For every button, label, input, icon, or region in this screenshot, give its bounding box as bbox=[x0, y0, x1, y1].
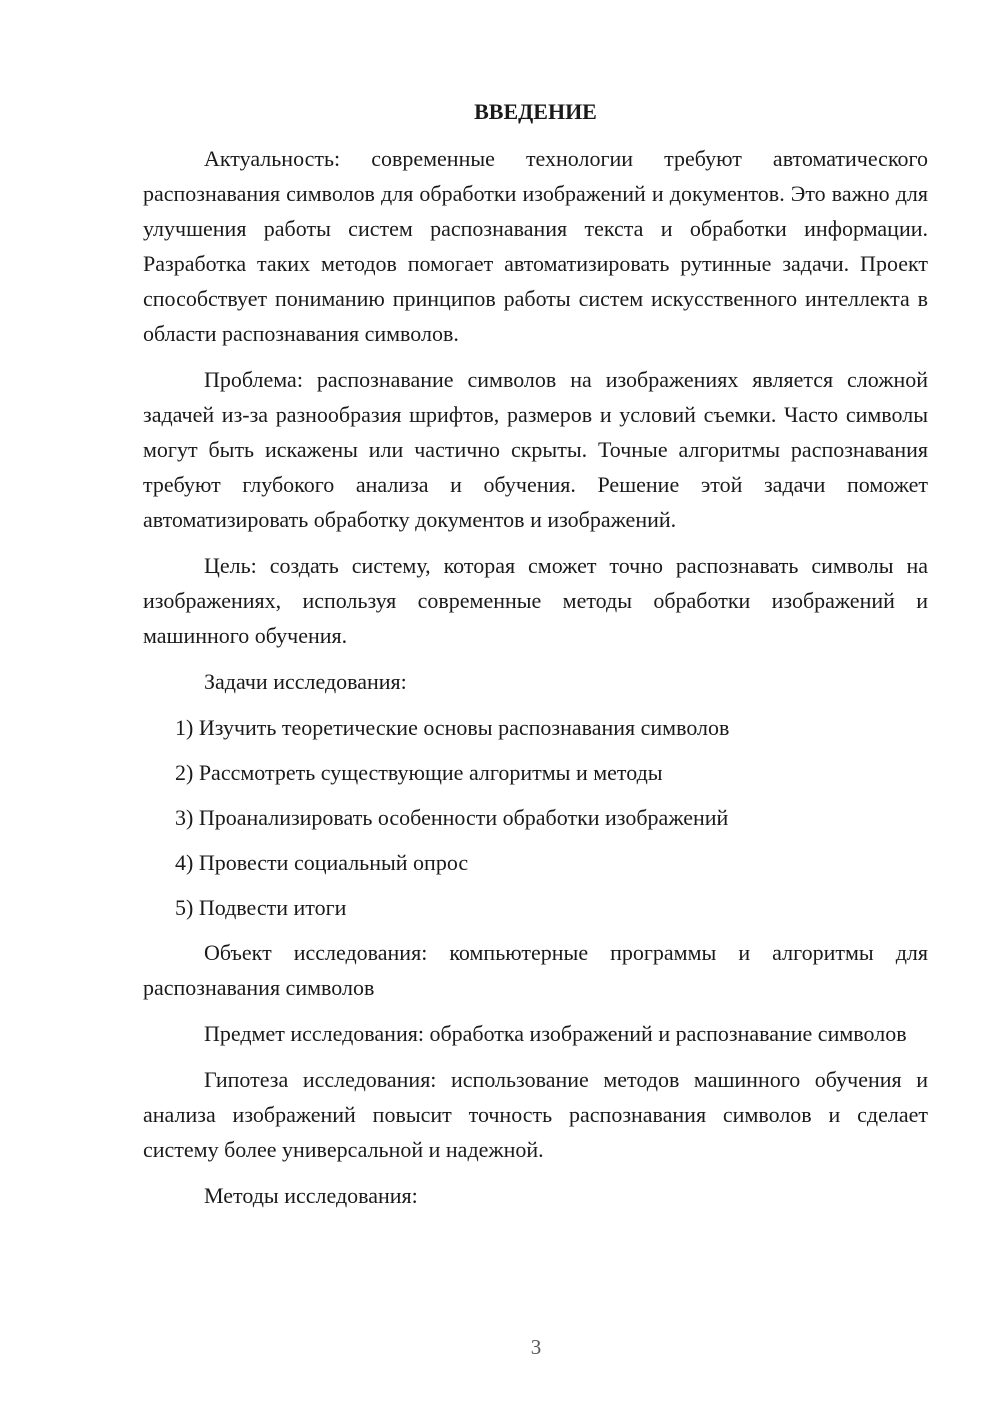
paragraph-subject: Предмет исследования: обработка изображений и распознавание символов bbox=[204, 1021, 907, 1046]
paragraph-tasks-heading: Задачи исследования: bbox=[204, 669, 407, 694]
list-item: 1) Изучить теоретические основы распознавания символов bbox=[175, 715, 730, 740]
list-item: 4) Провести социальный опрос bbox=[175, 850, 469, 875]
page-content bbox=[143, 94, 928, 1224]
list-item: 2) Рассмотреть существующие алгоритмы и методы bbox=[175, 760, 663, 785]
paragraph-hypothesis: Гипотеза исследования: использование методов машинного обучения и анализа изображений повысит точность распознавания символов и сделает систему более универсальной и надежной. bbox=[143, 1067, 928, 1162]
list-item: 5) Подвести итоги bbox=[175, 895, 347, 920]
paragraph-object: Объект исследования: компьютерные программы и алгоритмы для распознавания символов bbox=[143, 940, 928, 1000]
tasks-list bbox=[143, 710, 928, 925]
page-number: 3 bbox=[530, 1335, 542, 1359]
paragraph-relevance: Актуальность: современные технологии требуют автоматического распознавания символов для обработки изображений и документов. Это важно для улучшения работы систем распознавания текста и обработки информации. Разработка таких методов помогает автоматизировать рутинные задачи. Проект способствует пониманию принципов работы систем искусственного интеллекта в области распознавания символов. bbox=[143, 146, 928, 346]
list-item: 3) Проанализировать особенности обработки изображений bbox=[175, 805, 729, 830]
section-title: ВВЕДЕНИЕ bbox=[474, 99, 597, 124]
paragraph-goal: Цель: создать систему, которая сможет точно распознавать символы на изображениях, используя современные методы обработки изображений и машинного обучения. bbox=[143, 553, 928, 648]
paragraph-methods: Методы исследования: bbox=[204, 1183, 418, 1208]
paragraph-problem: Проблема: распознавание символов на изображениях является сложной задачей из-за разнообразия шрифтов, размеров и условий съемки. Часто символы могут быть искажены или частично скрыты. Точные алгоритмы распознавания требуют глубокого анализа и обучения. Решение этой задачи поможет автоматизировать обработку документов и изображений. bbox=[143, 367, 928, 532]
